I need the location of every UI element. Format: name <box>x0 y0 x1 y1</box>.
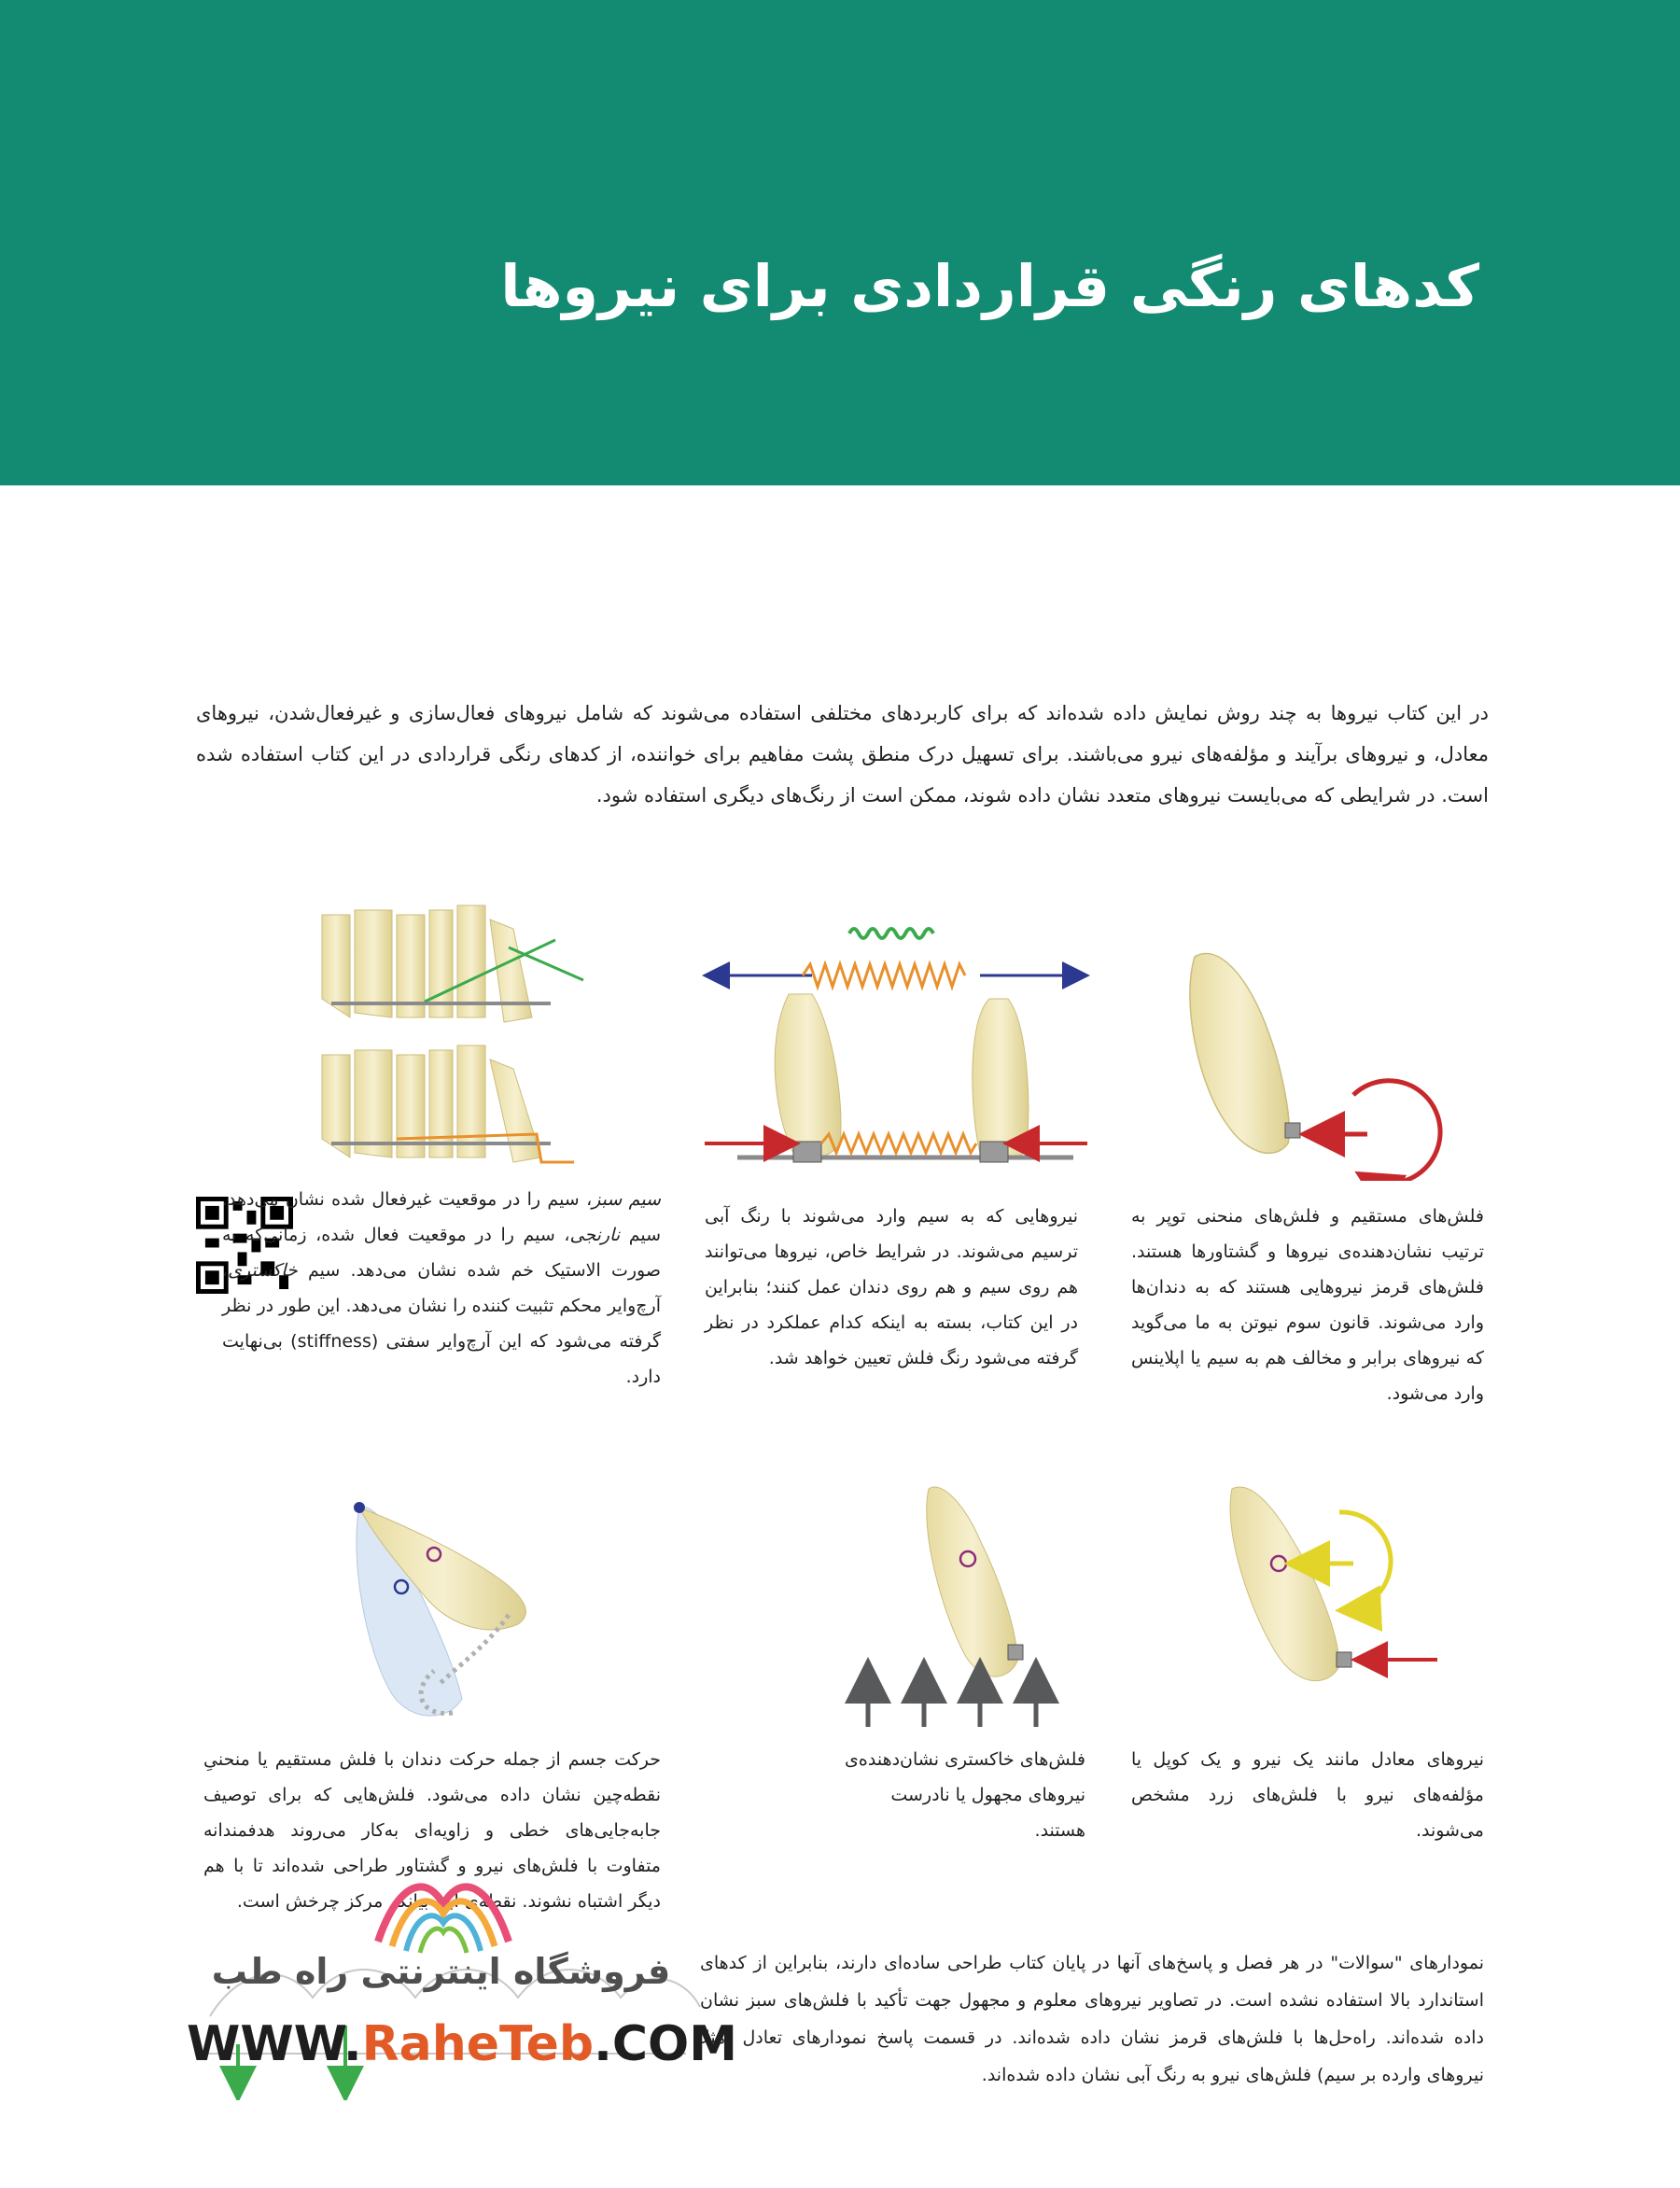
green-spring-icon <box>849 929 933 938</box>
watermark-website: WWW.RaheTeb.COM <box>187 2016 737 2072</box>
caption-body-movement: حرکت جسم از جمله حرکت دندان با فلش مستقیم یا منحنیِ نقطه‌چین نشان داده می‌شود. فلش‌هایی که برای توصیف جابه‌جایی‌های خطی و زاویه‌ای به‌کار می‌روند هدفمندانه متفاوت با فلش‌های نیرو و گشتاور طراحی شده‌اند تا با هم دیگر اشتباه نشوند. نقطه‌ی آبی بیانگر مرکز چرخش است. <box>203 1749 661 1912</box>
header-banner <box>0 0 1680 485</box>
outro-paragraph: نمودارهای "سوالات" در هر فصل و پاسخ‌های آنها در پایان کتاب طراحی ساده‌ای دارند، بنابراین از کدهای استاندارد بالا استفاده نشده است. در تصاویر نیروهای معلوم و مجهول جهت تأکید با فلش‌های سبز نشان داده شده‌اند. راه‌حل‌ها با فلش‌های قرمز نشان داده شده‌اند. در قسمت پاسخ نمودارهای تعادل (مثلاً نیروهای وارده بر سیم) فلش‌های نیرو به رنگ آبی نشان داده شده‌اند. <box>700 1953 1484 2085</box>
caption-force-moment: فلش‌های مستقیم و فلش‌های منحنی توپر به ترتیب نشان‌دهنده‌ی نیروها و گشتاورها هستند. فلش‌های قرمز نیروهایی هستند که به دندان‌ها وارد می‌شوند. قانون سوم نیوتن به ما می‌گوید که نیروهای برابر و مخالف هم به سیم یا اپلاینس وارد می‌شود. <box>1131 1206 1484 1404</box>
upper-arch <box>322 905 583 1022</box>
watermark-shop-name: فروشگاه اینترنتی راه طب <box>211 1951 671 1992</box>
figure-force-moment <box>1162 938 1470 1181</box>
yellow-moment-arrow <box>1339 1512 1391 1610</box>
page-title: کدهای رنگی قراردادی برای نیروها <box>500 252 1479 320</box>
caption-orange-wire: نارنجی <box>569 1225 621 1245</box>
orange-spring-wire <box>821 1134 976 1153</box>
caption-wire-forces: نیروهایی که به سیم وارد می‌شوند با رنگ آبی ترسیم می‌شوند. در شرایط خاص، نیروها می‌توانند هم روی سیم و هم روی دندان عمل کنند؛ بنابراین در این کتاب، بسته به اینکه کدام عملکرد در نظر گرفته می‌شود رنگ فلش تعیین خواهد شد. <box>705 1206 1078 1368</box>
figure-wire-states <box>313 901 602 1171</box>
red-moment-arrow <box>1353 1081 1440 1181</box>
caption-gray-arrows: فلش‌های خاکستری نشان‌دهنده‌ی نیروهای مجهول یا نادرست هستند. <box>845 1749 1085 1841</box>
lower-arch <box>322 1045 574 1162</box>
figure-unknown-forces <box>845 1475 1087 1727</box>
tooth-right <box>973 999 1029 1159</box>
figure-spring-wire <box>700 910 1092 1190</box>
figure-tooth-movement <box>345 1498 569 1732</box>
tooth-image <box>1190 953 1289 1153</box>
orange-spring-icon <box>803 964 965 987</box>
caption-green-wire: سیم سبز <box>592 1189 661 1210</box>
figure-equivalent-forces <box>1213 1475 1484 1708</box>
caption-gray-wire: خاکستری <box>228 1260 298 1281</box>
bracket-icon <box>1285 1123 1300 1138</box>
book-logo-icon <box>378 1886 509 1953</box>
caption-equivalent-forces: نیروهای معادل مانند یک نیرو و یک کوپل یا مؤلفه‌های نیرو با فلش‌های زرد مشخص می‌شوند. <box>1131 1749 1484 1841</box>
center-rotation-dot <box>354 1502 365 1513</box>
tooth-left <box>775 994 841 1157</box>
intro-paragraph: در این کتاب نیروها به چند روش نمایش داده شده‌اند که برای کاربردهای مختلفی استفاده می‌شوند که شامل نیروهای فعال‌سازی و غیرفعال‌شدن، نیروهای معادل، و نیروهای برآیند و مؤلفه‌های نیرو می‌باشند. برای تسهیل در‌ک منطق پشت مفاهیم برای خواننده، از کدهای رنگی قراردادی در این کتاب استفاده شده است. در شرایطی که می‌بایست نیروهای متعدد نشان داده شوند، ممکن است از رنگ‌های دیگری استفاده شود. <box>196 702 1489 806</box>
caption-wire-colors: سیم سبز، سیم را در موقعیت غیرفعال شده نشان می‌دهد. سیم نارنجی، سیم را در موقعیت فعال شده، زمانی‌که به صورت الاستیک خم شده نشان می‌دهد. سیم خاکستری، آرچ‌وایر محکم تثبیت کننده را نشان می‌دهد. این طور در نظر گرفته می‌شود که این آرچ‌وایر سفتی (stiffness) بی‌نهایت دارد. <box>222 1189 662 1387</box>
